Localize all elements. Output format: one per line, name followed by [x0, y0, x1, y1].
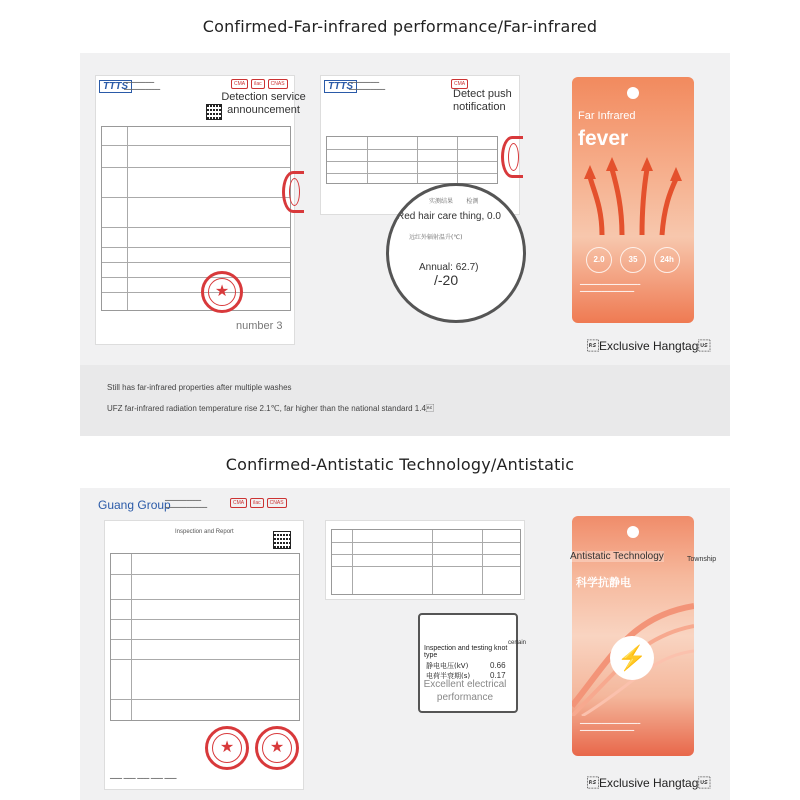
badge-3: 24h — [654, 247, 680, 273]
edge-seal-2 — [501, 136, 523, 178]
star-icon-2: ★ — [219, 739, 235, 756]
antistatic-panel — [80, 488, 730, 800]
magnifier-side-label: certain — [508, 640, 527, 646]
performance-label: Excellent electrical performance — [423, 679, 507, 703]
lightning-icon: ⚡ — [610, 636, 654, 680]
inspection-report-document — [104, 520, 304, 790]
section2-title: Confirmed-Antistatic Technology/Antistatic — [225, 455, 575, 474]
lab-header-text: ━━━━━━━━━━ ━━━━━━━━━━━━ — [124, 80, 161, 93]
far-infrared-hangtag — [572, 77, 694, 323]
hangtag-big-word: fever — [578, 127, 629, 150]
official-seal-3 — [255, 726, 299, 770]
signature-line: ━━━━ ━━━━ ━━━━ ━━━━ ━━━━ — [110, 776, 177, 782]
edge-seal — [282, 171, 304, 213]
magnifier-zoom — [386, 183, 526, 323]
hangtag-heading: Far Infrared — [578, 110, 636, 122]
hangtag-small-print: ━━━━━━━━━━━━━━━━━━━━ ━━━━━━━━━━━━━━━━━━ — [580, 282, 641, 295]
note-line-1: Still has far-infrared properties after multiple washes — [107, 383, 292, 392]
star-icon: ★ — [214, 283, 230, 300]
badge-1: 2.0 — [586, 247, 612, 273]
star-icon-3: ★ — [269, 739, 285, 756]
inspection-header: Inspection and Report — [175, 529, 234, 535]
group-label: Guang Group — [98, 498, 171, 512]
hang-hole-2 — [627, 526, 639, 538]
badge-2: 35 — [620, 247, 646, 273]
number-label: number 3 — [236, 320, 283, 332]
heat-arrows-icon — [582, 157, 682, 237]
magnifier-row-2: 电荷半衰期(s) — [426, 672, 471, 680]
antistatic-result-document — [325, 520, 525, 600]
note-line-2: UFZ far-infrared radiation temperature rise 2.1℃, far higher than the national standard 1.4 — [107, 404, 434, 413]
lab-logo: TTTS — [99, 80, 132, 93]
result-table — [326, 136, 498, 184]
magnifier-line-1: Red hair care thing, 0.0 — [397, 211, 501, 222]
report-table — [101, 126, 291, 311]
magnifier-text-top: 实测结果 检测 — [429, 198, 479, 205]
detect-push-label: Detect push notification — [453, 88, 512, 113]
hangtag-caption-2: Exclusive Hangtag — [587, 776, 711, 790]
township-label: Township — [687, 556, 717, 563]
lab-header-text-2: ━━━━━━━━━━ ━━━━━━━━━━━━ — [349, 80, 386, 93]
value-a: 0.66 — [490, 661, 506, 670]
far-infrared-panel — [80, 53, 730, 436]
section1-title: Confirmed-Far-infrared performance/Far-infrared — [202, 17, 598, 36]
cert-badges-2: CMA — [451, 79, 468, 89]
official-seal — [201, 271, 243, 313]
cert-badges-3: CMA ilac CNAS — [230, 498, 287, 508]
inspection-table — [110, 553, 300, 721]
lab-logo-2: TTTS — [324, 80, 357, 93]
cert-badges: CMA ilac CNAS — [231, 79, 288, 89]
hang-hole — [627, 87, 639, 99]
group-header-text: ━━━━━━━━━━━━ ━━━━━━━━━━━━━━ — [165, 498, 208, 511]
antistatic-heading: Antistatic Technology — [570, 551, 664, 562]
official-seal-2 — [205, 726, 249, 770]
hangtag-caption-1: Exclusive Hangtag — [587, 339, 711, 353]
magnifier-line-3: /-20 — [434, 272, 459, 288]
hangtag-cn-title: 科学抗静电 — [576, 577, 631, 589]
detection-service-label: Detection service announcement — [221, 91, 306, 116]
magnifier-row-1: 静电电压(kV) — [426, 662, 469, 670]
notes-strip — [80, 365, 730, 436]
value-b: 0.17 — [490, 671, 506, 680]
magnifier-label-2: Inspection and testing knot type — [424, 645, 508, 659]
magnifier-line-2: Annual: 62.7) — [419, 262, 479, 273]
hangtag-small-print-2: ━━━━━━━━━━━━━━━━━━━━ ━━━━━━━━━━━━━━━━━━ — [580, 721, 641, 734]
magnifier-text-mid: 远红外辐射温升(℃) — [409, 234, 463, 241]
antistatic-table — [331, 529, 521, 595]
qr-code-icon-2 — [273, 531, 291, 549]
